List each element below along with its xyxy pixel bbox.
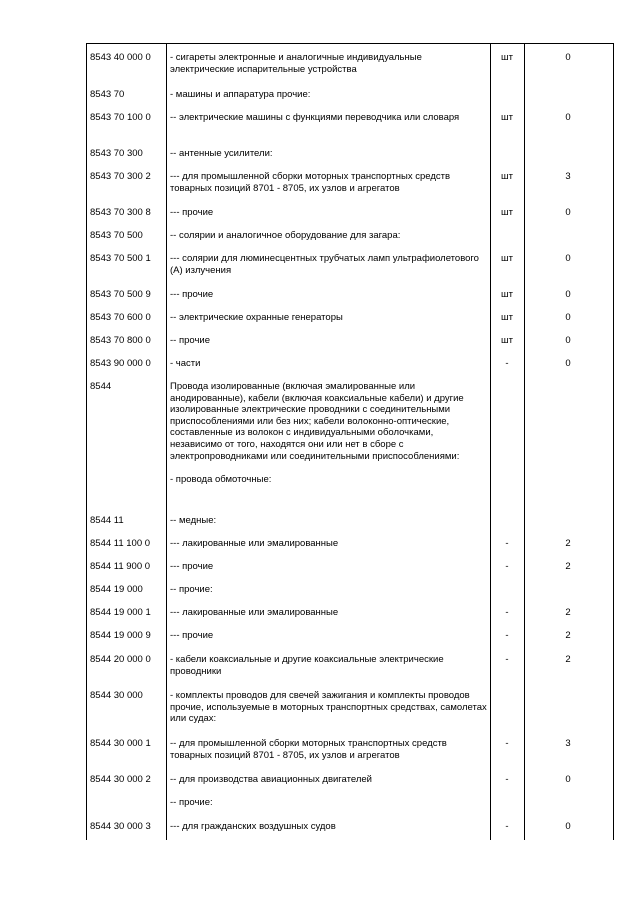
tariff-code: 8543 90 000 0 bbox=[90, 358, 151, 369]
table-border-left bbox=[86, 43, 87, 840]
description-paragraph: - комплекты проводов для свечей зажигания и комплекты проводов прочие, используемые в моторных транспортных средствах, самолетах или судах: bbox=[170, 690, 487, 725]
tariff-code: 8544 30 000 3 bbox=[90, 821, 151, 832]
description-paragraph: --- прочие bbox=[170, 289, 214, 300]
goods-description bbox=[170, 607, 488, 619]
goods-description bbox=[170, 289, 488, 301]
description-paragraph: --- для промышленной сборки моторных транспортных средств товарных позиций 8701 - 8705, их узлов и агрегатов bbox=[170, 171, 451, 194]
unit-of-measure: - bbox=[505, 630, 509, 641]
goods-description bbox=[170, 690, 488, 725]
table-border-right bbox=[613, 43, 614, 840]
description-paragraph: --- для гражданских воздушных судов bbox=[170, 821, 336, 832]
description-paragraph: -- медные: bbox=[170, 515, 217, 526]
tariff-code: 8544 11 bbox=[90, 515, 124, 526]
goods-description bbox=[170, 52, 488, 75]
duty-rate: 0 bbox=[565, 821, 571, 832]
goods-description bbox=[170, 230, 488, 242]
duty-rate: 0 bbox=[565, 253, 571, 264]
unit-of-measure: шт bbox=[501, 253, 513, 264]
unit-of-measure: - bbox=[505, 607, 509, 618]
description-paragraph: --- лакированные или эмалированные bbox=[170, 607, 339, 618]
goods-description bbox=[170, 112, 488, 124]
tariff-code: 8544 30 000 2 bbox=[90, 774, 151, 785]
tariff-code: 8544 30 000 1 bbox=[90, 738, 151, 749]
tariff-code: 8543 40 000 0 bbox=[90, 52, 151, 63]
description-paragraph: - машины и аппаратура прочие: bbox=[170, 89, 311, 100]
duty-rate: 0 bbox=[565, 312, 571, 323]
column-divider-description bbox=[490, 43, 491, 840]
description-paragraph: --- лакированные или эмалированные bbox=[170, 538, 339, 549]
description-paragraph: - провода обмоточные: bbox=[170, 473, 272, 485]
goods-description bbox=[170, 738, 488, 761]
description-paragraph: --- прочие bbox=[170, 561, 214, 572]
column-divider-unit bbox=[524, 43, 525, 840]
unit-of-measure: - bbox=[505, 358, 509, 369]
duty-rate: 2 bbox=[565, 654, 571, 665]
column-divider-code bbox=[166, 43, 167, 840]
tariff-code: 8544 19 000 9 bbox=[90, 630, 151, 641]
goods-description bbox=[170, 171, 488, 194]
description-paragraph: -- антенные усилители: bbox=[170, 148, 273, 159]
duty-rate: 0 bbox=[565, 335, 571, 346]
goods-description bbox=[170, 89, 488, 101]
goods-description bbox=[170, 358, 488, 370]
goods-description bbox=[170, 821, 488, 833]
unit-of-measure: шт bbox=[501, 52, 513, 63]
tariff-code: 8543 70 800 0 bbox=[90, 335, 151, 346]
goods-description bbox=[170, 630, 488, 642]
tariff-code: 8544 11 900 0 bbox=[90, 561, 151, 572]
goods-description bbox=[170, 335, 488, 347]
goods-description bbox=[170, 381, 488, 485]
tariff-code: 8544 bbox=[90, 381, 112, 392]
duty-rate: 0 bbox=[565, 112, 571, 123]
goods-description bbox=[170, 774, 488, 786]
description-paragraph: -- прочие: bbox=[170, 797, 213, 808]
description-paragraph: --- прочие bbox=[170, 207, 214, 218]
tariff-code: 8543 70 500 1 bbox=[90, 253, 151, 264]
description-paragraph: -- электрические охранные генераторы bbox=[170, 312, 343, 323]
unit-of-measure: - bbox=[505, 774, 509, 785]
tariff-code: 8543 70 300 bbox=[90, 148, 143, 159]
tariff-code: 8543 70 500 9 bbox=[90, 289, 151, 300]
unit-of-measure: шт bbox=[501, 112, 513, 123]
unit-of-measure: шт bbox=[501, 207, 513, 218]
tariff-code: 8543 70 500 bbox=[90, 230, 143, 241]
description-paragraph: --- прочие bbox=[170, 630, 214, 641]
unit-of-measure: - bbox=[505, 738, 509, 749]
description-paragraph: Провода изолированные (включая эмалированные или анодированные), кабели (включая коаксиальные кабели) и другие изолированные электрические проводники с соединительными приспособлениями или без них; кабели волоконно-оптические, составленные из волокон с индивидуальными оболочками, независимо от того, находятся они или нет в сборе с электропроводниками или соединительными приспособлениями: bbox=[170, 381, 464, 462]
duty-rate: 0 bbox=[565, 207, 571, 218]
unit-of-measure: шт bbox=[501, 335, 513, 346]
duty-rate: 0 bbox=[565, 774, 571, 785]
table-border-top bbox=[86, 43, 614, 44]
description-paragraph: -- прочие bbox=[170, 335, 211, 346]
goods-description bbox=[170, 797, 488, 809]
duty-rate: 3 bbox=[565, 171, 571, 182]
duty-rate: 2 bbox=[565, 630, 571, 641]
tariff-code: 8544 30 000 bbox=[90, 690, 143, 701]
unit-of-measure: шт bbox=[501, 312, 513, 323]
description-paragraph: - части bbox=[170, 358, 201, 369]
goods-description bbox=[170, 312, 488, 324]
unit-of-measure: - bbox=[505, 654, 509, 665]
goods-description bbox=[170, 561, 488, 573]
unit-of-measure: шт bbox=[501, 171, 513, 182]
duty-rate: 0 bbox=[565, 358, 571, 369]
duty-rate: 2 bbox=[565, 561, 571, 572]
duty-rate: 2 bbox=[565, 538, 571, 549]
duty-rate: 2 bbox=[565, 607, 571, 618]
tariff-code: 8543 70 600 0 bbox=[90, 312, 151, 323]
tariff-code: 8544 19 000 bbox=[90, 584, 143, 595]
unit-of-measure: - bbox=[505, 561, 509, 572]
tariff-code: 8544 11 100 0 bbox=[90, 538, 151, 549]
description-paragraph: --- солярии для люминесцентных трубчатых ламп ультрафиолетового (А) излучения bbox=[170, 253, 479, 276]
unit-of-measure: - bbox=[505, 821, 509, 832]
description-paragraph: - сигареты электронные и аналогичные индивидуальные электрические испарительные устройства bbox=[170, 52, 422, 75]
tariff-code: 8543 70 300 8 bbox=[90, 207, 151, 218]
goods-description bbox=[170, 654, 488, 677]
unit-of-measure: шт bbox=[501, 289, 513, 300]
tariff-code: 8544 19 000 1 bbox=[90, 607, 151, 618]
description-paragraph: -- прочие: bbox=[170, 584, 213, 595]
goods-description bbox=[170, 584, 488, 596]
tariff-code: 8543 70 bbox=[90, 89, 125, 100]
tariff-code: 8543 70 100 0 bbox=[90, 112, 151, 123]
goods-description bbox=[170, 207, 488, 219]
goods-description bbox=[170, 148, 488, 160]
description-paragraph: -- электрические машины с функциями переводчика или словаря bbox=[170, 112, 460, 123]
goods-description bbox=[170, 515, 488, 527]
unit-of-measure: - bbox=[505, 538, 509, 549]
duty-rate: 3 bbox=[565, 738, 571, 749]
description-paragraph: -- для промышленной сборки моторных транспортных средств товарных позиций 8701 - 8705, их узлов и агрегатов bbox=[170, 738, 447, 761]
duty-rate: 0 bbox=[565, 52, 571, 63]
tariff-code: 8544 20 000 0 bbox=[90, 654, 151, 665]
description-paragraph: - кабели коаксиальные и другие коаксиальные электрические проводники bbox=[170, 654, 444, 677]
goods-description bbox=[170, 253, 488, 276]
tariff-code: 8543 70 300 2 bbox=[90, 171, 151, 182]
goods-description bbox=[170, 538, 488, 550]
description-paragraph: -- солярии и аналогичное оборудование для загара: bbox=[170, 230, 401, 241]
description-paragraph: -- для производства авиационных двигателей bbox=[170, 774, 372, 785]
duty-rate: 0 bbox=[565, 289, 571, 300]
